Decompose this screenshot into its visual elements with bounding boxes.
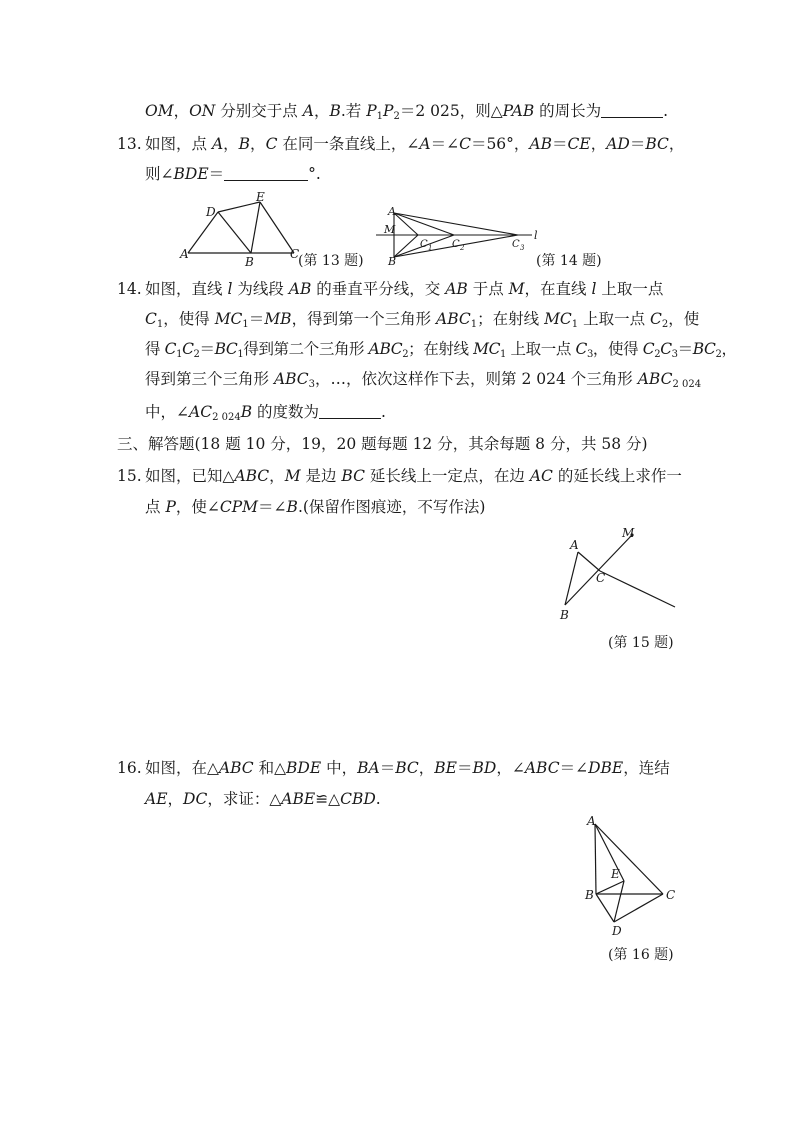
q14-label-l: l — [534, 229, 538, 242]
q15-seg-ac — [578, 552, 600, 571]
q16-label-e: E — [611, 867, 620, 881]
q14-label-b: B — [388, 255, 397, 268]
q15-label-m: M — [622, 526, 635, 540]
section3-title: 三、解答题(18 题 10 分，19，20 题每题 12 分，其余每题 8 分，共 58 分) — [117, 435, 648, 453]
q12-tail-line: OM，ON 分别交于点 A，B.若 $P_1P_2=2$ 025，则△PAB 的周长为 . — [145, 102, 669, 122]
q15-line2: 点 P，使∠CPM＝∠B.(保留作图痕迹，不写作法) — [145, 498, 486, 516]
q16-seg-ac — [595, 824, 663, 894]
q16-label-b: B — [585, 888, 594, 902]
q16-label-d: D — [612, 924, 622, 938]
q15-line1: 如图，已知△ABC，M 是边 BC 延长线上一定点，在边 AC 的延长线上求作一 — [145, 467, 682, 485]
q13-seg-ec — [260, 202, 294, 253]
q14-caption: (第 14 题) — [536, 253, 602, 269]
q13-label-e: E — [256, 190, 265, 204]
q14-line1: 如图，直线 l 为线段 AB 的垂直平分线，交 AB 于点 M，在直线 l 上取一点 — [145, 280, 664, 298]
answer-blank-12[interactable] — [601, 102, 663, 118]
q13-label-a: A — [180, 247, 189, 261]
q13-line2: 则∠BDE＝ °. — [145, 165, 321, 183]
q13-seg-de — [218, 202, 260, 212]
q14-label-m: M — [384, 223, 396, 236]
q14-label-c3-sub: 3 — [520, 244, 525, 252]
q14-label-c3: C — [512, 239, 520, 250]
q14-line3: 得 $C_1C_2=BC_1$得到第二个三角形 $ABC_2$；在射线 $MC_1$ 上取一点 $C_3$，使得 $C_2C_3=BC_2$， — [145, 340, 737, 360]
q16-label-c: C — [666, 888, 676, 902]
q14-label-c1-sub: 1 — [428, 244, 433, 252]
q16-number: 16. — [117, 759, 142, 777]
q16-figure — [580, 808, 680, 938]
q15-figure — [556, 525, 676, 625]
q15-label-a: A — [570, 538, 579, 552]
q14-figure — [374, 205, 544, 268]
q16-caption: (第 16 题) — [608, 947, 674, 963]
q15-label-c: C — [596, 571, 606, 585]
answer-blank-14[interactable] — [319, 403, 381, 419]
q15-seg-ab — [565, 552, 578, 605]
q16-line2: AE，DC，求证：△ABE≌△CBD. — [145, 790, 381, 808]
q16-seg-ab — [595, 824, 596, 894]
answer-blank-13[interactable] — [224, 165, 308, 181]
q16-line1: 如图，在△ABC 和△BDE 中，BA＝BC，BE＝BD，∠ABC＝∠DBE，连结 — [145, 759, 670, 777]
q16-seg-de — [614, 881, 624, 922]
q14-label-a: A — [388, 205, 396, 218]
q16-label-a: A — [587, 814, 596, 828]
q16-seg-bd — [596, 894, 614, 922]
q13-caption: (第 13 题) — [298, 253, 364, 269]
q13-seg-db — [218, 212, 251, 253]
q15-label-b: B — [560, 608, 569, 622]
q13-label-c: C — [290, 247, 300, 261]
q14-seg-ac3 — [394, 213, 518, 235]
q13-line1: 如图，点 A，B，C 在同一条直线上，∠A＝∠C＝56°，AB＝CE，AD＝BC， — [145, 135, 685, 153]
q13-label-d: D — [206, 205, 216, 219]
q15-caption: (第 15 题) — [608, 635, 674, 651]
q14-line5: 中，$\angle AC_{2 024}B$ 的度数为 . — [145, 403, 386, 423]
q15-seg-c-ext — [600, 571, 675, 607]
q15-number: 15. — [117, 467, 142, 485]
q13-number: 13. — [117, 135, 142, 153]
q13-label-b: B — [245, 255, 254, 269]
q14-number: 14. — [117, 280, 142, 298]
q13-seg-eb — [251, 202, 260, 253]
q16-seg-dc — [614, 894, 663, 922]
q14-seg-ac2 — [394, 213, 454, 235]
q13-figure — [178, 190, 300, 269]
q14-line2: $C_1$，使得 $MC_1=MB$，得到第一个三角形 $ABC_1$；在射线 $MC_1$ 上取一点 $C_2$，使 — [145, 310, 700, 330]
q14-label-c2: C — [452, 239, 460, 250]
q16-seg-be — [596, 881, 624, 894]
q14-label-c2-sub: 2 — [460, 244, 465, 252]
q14-label-c1: C — [420, 239, 428, 250]
q14-line4: 得到第三个三角形 $ABC_3$，…，依次这样作下去，则第 2 024 个三角形 $ABC_{2 024}$ — [145, 370, 702, 390]
